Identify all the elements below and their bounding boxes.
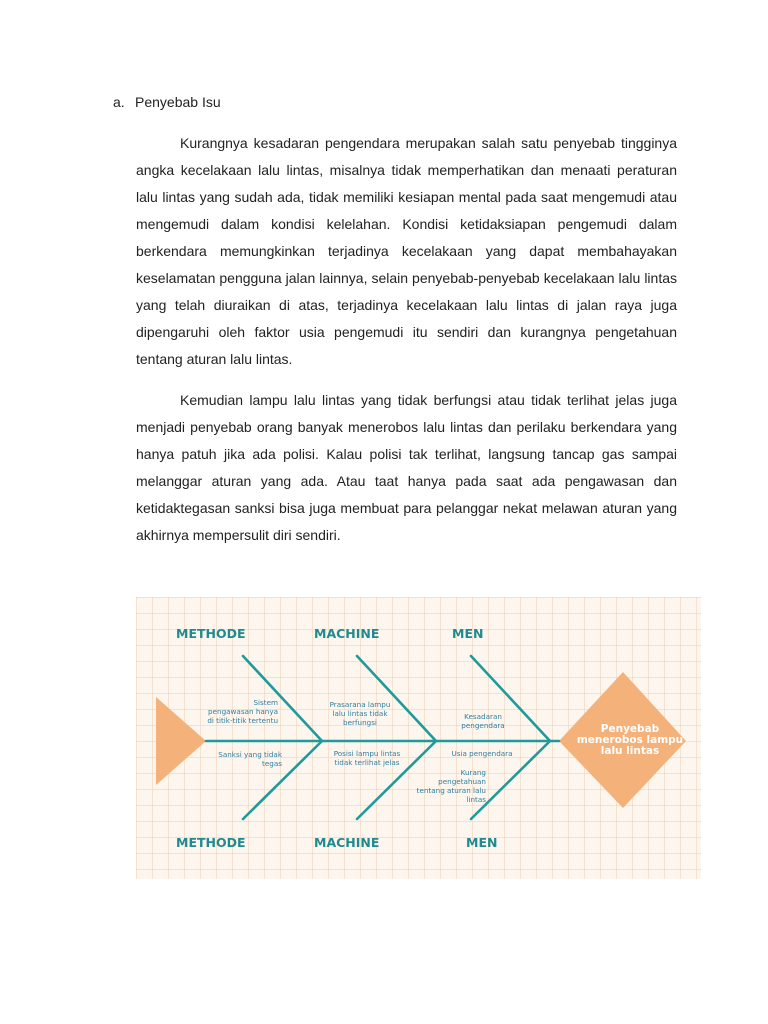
fishbone-diagram [136, 597, 701, 879]
cause-men-3: Kurang pengetahuan tentang aturan lalu lintas [416, 768, 486, 804]
effect-label: Penyebab menerobos lampu lalu lintas [576, 723, 684, 757]
cause-men-2: Usia pengendara [451, 749, 513, 758]
cause-men-1: Kesadaran pengendara [461, 712, 505, 730]
category-machine-bottom: MACHINE [314, 835, 380, 850]
section-title: Penyebab Isu [135, 94, 221, 110]
cause-methode-1: Sistem pengawasan hanya di titik-titik tertentu [207, 698, 278, 725]
list-marker: a. [113, 94, 125, 110]
paragraph-2: Kemudian lampu lalu lintas yang tidak berfungsi atau tidak terlihat jelas juga menjadi penyebab orang banyak menerobos lalu lintas dan perilaku berkendara yang hanya patuh jika ada polisi. Kalau polisi tak terlihat, langsung tancap gas sampai melanggar aturan yang ada. Atau taat hanya pada saat ada pengawasan dan ketidaktegasan sanksi bisa juga membuat para pelanggar nekat melawan aturan yang akhirnya mempersulit diri sendiri. [136, 392, 677, 543]
category-methode-bottom: METHODE [176, 835, 246, 850]
fish-tail [156, 697, 206, 785]
paragraph-1: Kurangnya kesadaran pengendara merupakan salah satu penyebab tingginya angka kecelakaan lalu lintas, misalnya tidak memperhatikan dan menaati peraturan lalu lintas yang sudah ada, tidak memiliki kesiapan mental pada saat mengemudi atau mengemudi dalam kondisi kelelahan. Kondisi ketidaksiapan pengemudi dalam berkendara memungkinkan terjadinya kecelakaan yang dapat membahayakan keselamatan pengguna jalan lainnya, selain penyebab-penyebab kecelakaan lalu lintas yang telah diuraikan di atas, terjadinya kecelakaan lalu lintas di jalan raya juga dipengaruhi oleh faktor usia pengemudi itu sendiri dan kurangnya pengetahuan tentang aturan lalu lintas. [136, 135, 677, 367]
cause-machine-2: Posisi lampu lintas tidak terlihat jelas [333, 749, 401, 767]
cause-machine-1: Prasarana lampu lalu lintas tidak berfungsi [329, 700, 391, 727]
section-heading [113, 92, 221, 112]
cause-methode-2: Sanksi yang tidak tegas [218, 750, 282, 768]
category-men-top: MEN [452, 626, 484, 641]
bone-machine-top [357, 656, 436, 741]
category-methode-top: METHODE [176, 626, 246, 641]
category-machine-top: MACHINE [314, 626, 380, 641]
category-men-bottom: MEN [466, 835, 498, 850]
